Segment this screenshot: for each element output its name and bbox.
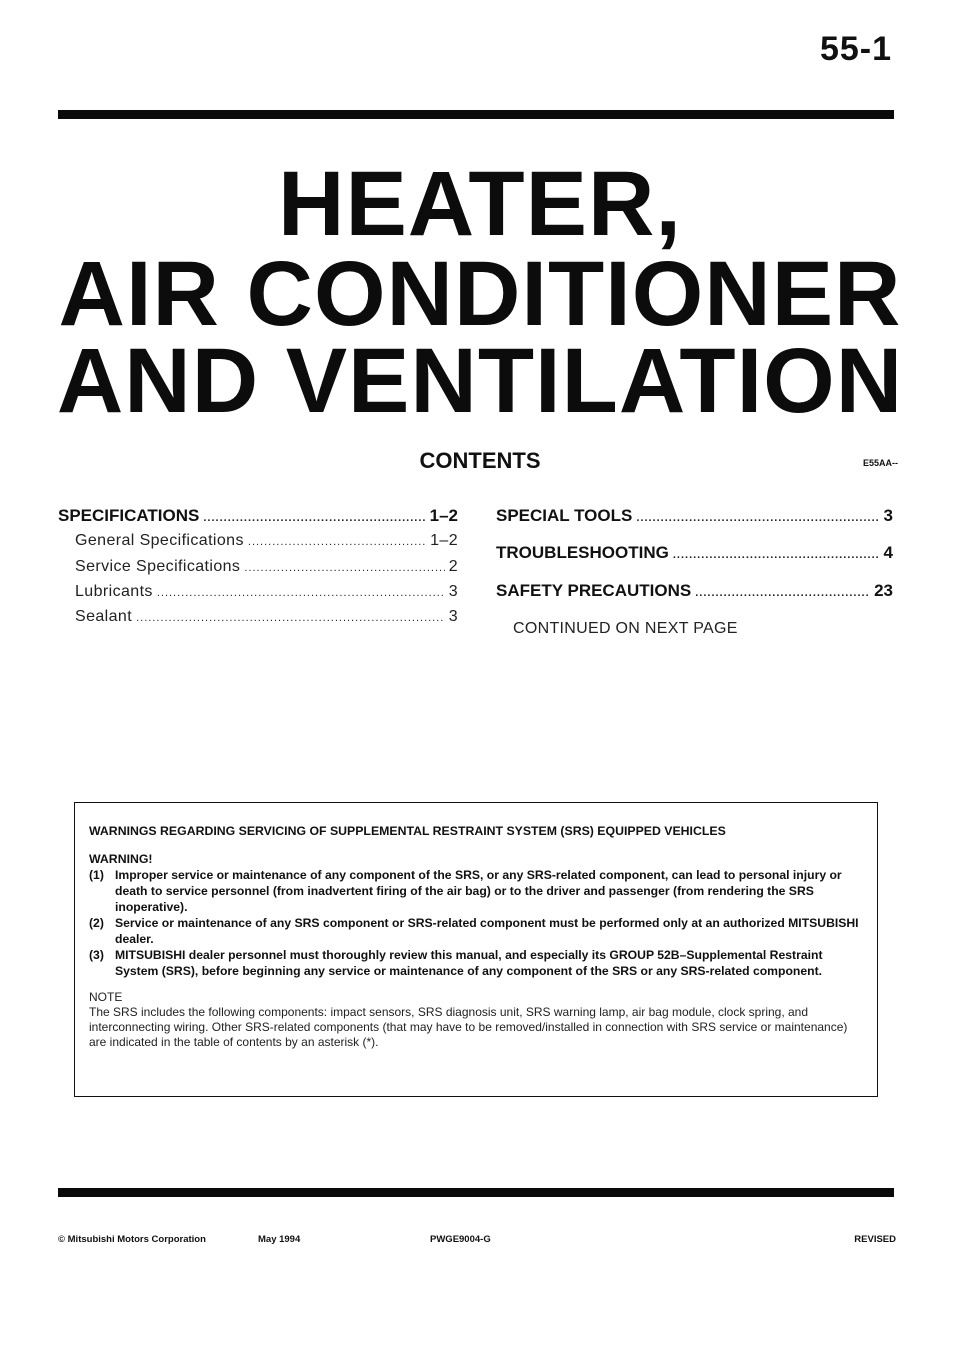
- page-title-line-2: AIR CONDITIONER: [58, 243, 902, 345]
- document-code: E55AA--: [862, 458, 898, 468]
- toc-leader-dots: [244, 562, 444, 574]
- bottom-rule: [58, 1188, 894, 1197]
- toc-entry-page: 4: [883, 543, 893, 562]
- toc-leader-dots: [203, 512, 425, 524]
- toc-entry-sealant[interactable]: [75, 608, 458, 626]
- toc-entry-specifications[interactable]: [58, 506, 458, 526]
- contents-heading: CONTENTS: [419, 448, 541, 473]
- continued-notice: CONTINUED ON NEXT PAGE: [513, 620, 738, 637]
- footer-copyright: © Mitsubishi Motors Corporation: [58, 1234, 206, 1245]
- toc-leader-dots: [636, 512, 879, 524]
- footer-revision-status: REVISED: [854, 1234, 896, 1245]
- toc-entry-page: 1–2: [430, 532, 458, 549]
- warning-item: [89, 867, 867, 915]
- toc-entry-label: SAFETY PRECAUTIONS: [496, 581, 692, 600]
- toc-entry-special-tools[interactable]: [496, 506, 893, 526]
- toc-entry-page: 3: [448, 608, 458, 625]
- toc-entry-label: SPECIAL TOOLS: [496, 506, 633, 525]
- toc-entry-safety-precautions[interactable]: [496, 581, 893, 601]
- warning-item: [89, 947, 867, 979]
- warning-item-number: (1): [89, 868, 104, 882]
- toc-leader-dots: [248, 536, 426, 548]
- warning-item-text: Improper service or maintenance of any component of the SRS, or any SRS-related component, can lead to personal injury or death to service personnel (from inadvertent firing of the air bag) or to the driver and passenger (from rendering the SRS inoperative).: [115, 868, 842, 914]
- toc-entry-general-specifications[interactable]: [75, 532, 458, 550]
- top-rule: [58, 110, 894, 119]
- toc-entry-page: 3: [448, 583, 458, 600]
- toc-entry-lubricants[interactable]: [75, 583, 458, 601]
- toc-leader-dots: [695, 587, 870, 599]
- note-text: The SRS includes the following components: impact sensors, SRS diagnosis unit, SRS warning lamp, air bag module, clock spring, and interconnecting wiring. Other SRS-related components (that may have to be removed/installed in connection with SRS service or maintenance) are indicated in the table of contents by an asterisk (*).: [89, 1005, 848, 1049]
- warning-item: [89, 915, 867, 947]
- warning-item-number: (3): [89, 948, 104, 962]
- srs-warning-box: [74, 802, 878, 1097]
- toc-leader-dots: [673, 549, 880, 561]
- warning-label: WARNING!: [89, 852, 153, 866]
- toc-entry-service-specifications[interactable]: [75, 558, 458, 576]
- page-title-line-1: HEATER,: [278, 153, 682, 255]
- toc-entry-label: Lubricants: [75, 583, 153, 600]
- toc-entry-page: 2: [448, 558, 458, 575]
- toc-leader-dots: [136, 612, 445, 624]
- footer-publication-code: PWGE9004-G: [430, 1234, 491, 1245]
- note-label: NOTE: [89, 990, 123, 1004]
- warning-heading: WARNINGS REGARDING SERVICING OF SUPPLEMENTAL RESTRAINT SYSTEM (SRS) EQUIPPED VEHICLES: [89, 824, 726, 838]
- warning-item-number: (2): [89, 916, 104, 930]
- toc-entry-label: TROUBLESHOOTING: [496, 543, 669, 562]
- toc-entry-label: General Specifications: [75, 532, 244, 549]
- toc-leader-dots: [157, 587, 445, 599]
- page-title-line-3: AND VENTILATION: [56, 330, 904, 432]
- toc-entry-label: Sealant: [75, 608, 133, 625]
- toc-entry-label: SPECIFICATIONS: [58, 506, 200, 525]
- warning-item-text: Service or maintenance of any SRS component or SRS-related component must be performed only at an authorized MITSUBISHI dealer.: [115, 916, 859, 946]
- page-number: 55-1: [819, 30, 892, 68]
- warning-item-text: MITSUBISHI dealer personnel must thoroughly review this manual, and especially its GROUP 52B–Supplemental Restraint System (SRS), before beginning any service or maintenance of any component of the SRS or any SRS-related component.: [115, 948, 823, 978]
- toc-entry-troubleshooting[interactable]: [496, 543, 893, 563]
- toc-entry-label: Service Specifications: [75, 558, 241, 575]
- toc-entry-page: 3: [883, 506, 893, 525]
- toc-entry-page: 1–2: [429, 506, 458, 525]
- footer-date: May 1994: [258, 1234, 301, 1245]
- toc-entry-page: 23: [874, 581, 893, 600]
